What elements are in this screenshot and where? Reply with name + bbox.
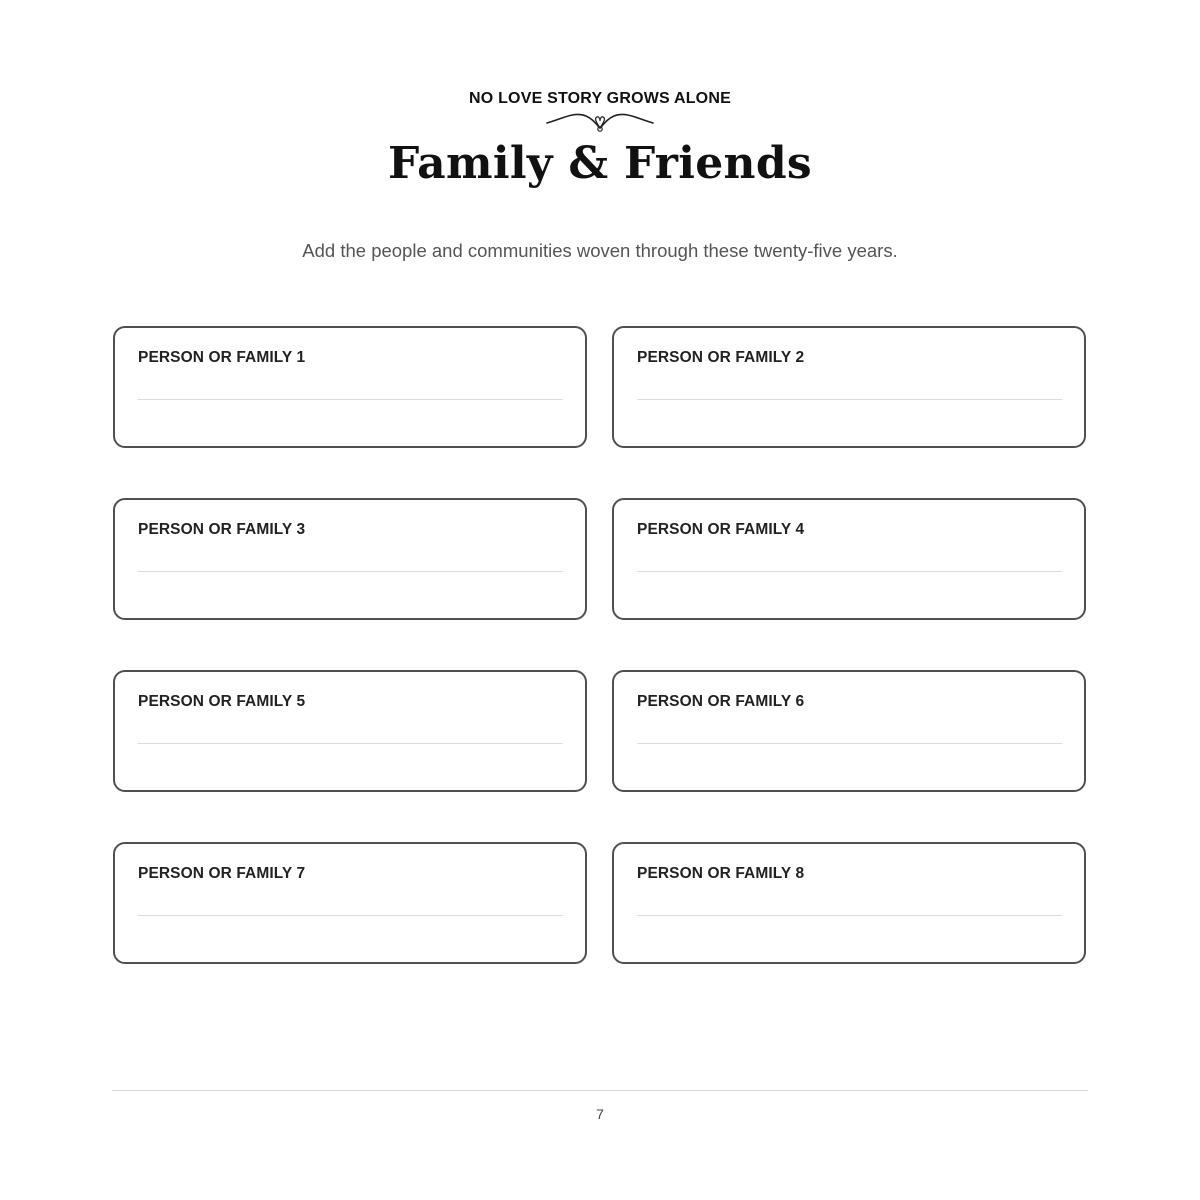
footer-divider [112,1090,1088,1091]
entry-label: PERSON OR FAMILY 8 [637,865,805,882]
entry-label: PERSON OR FAMILY 1 [138,349,306,366]
page-title: Family & Friends [388,138,812,189]
entry-write-line[interactable] [138,915,563,916]
entry-write-line[interactable] [138,571,563,572]
entry-write-line[interactable] [637,399,1062,400]
entry-label: PERSON OR FAMILY 2 [637,349,805,366]
entry-card-6[interactable] [612,670,1086,792]
entry-write-line[interactable] [637,571,1062,572]
entry-card-5[interactable] [113,670,587,792]
entry-write-line[interactable] [637,915,1062,916]
entry-card-3[interactable] [113,498,587,620]
entry-card-8[interactable] [612,842,1086,964]
entry-card-1[interactable] [113,326,587,448]
entry-write-line[interactable] [138,743,563,744]
entry-label: PERSON OR FAMILY 6 [637,693,805,710]
entry-card-4[interactable] [612,498,1086,620]
entry-write-line[interactable] [637,743,1062,744]
page-number: 7 [596,1106,604,1122]
entry-card-2[interactable] [612,326,1086,448]
entry-label: PERSON OR FAMILY 5 [138,693,306,710]
entry-write-line[interactable] [138,399,563,400]
entry-label: PERSON OR FAMILY 7 [138,865,306,882]
entry-card-7[interactable] [113,842,587,964]
flourish-ornament-icon [544,108,656,132]
page-subtitle: Add the people and communities woven through these twenty-five years. [302,240,898,261]
entry-label: PERSON OR FAMILY 3 [138,521,306,538]
entry-label: PERSON OR FAMILY 4 [637,521,805,538]
eyebrow-text: NO LOVE STORY GROWS ALONE [469,90,731,107]
